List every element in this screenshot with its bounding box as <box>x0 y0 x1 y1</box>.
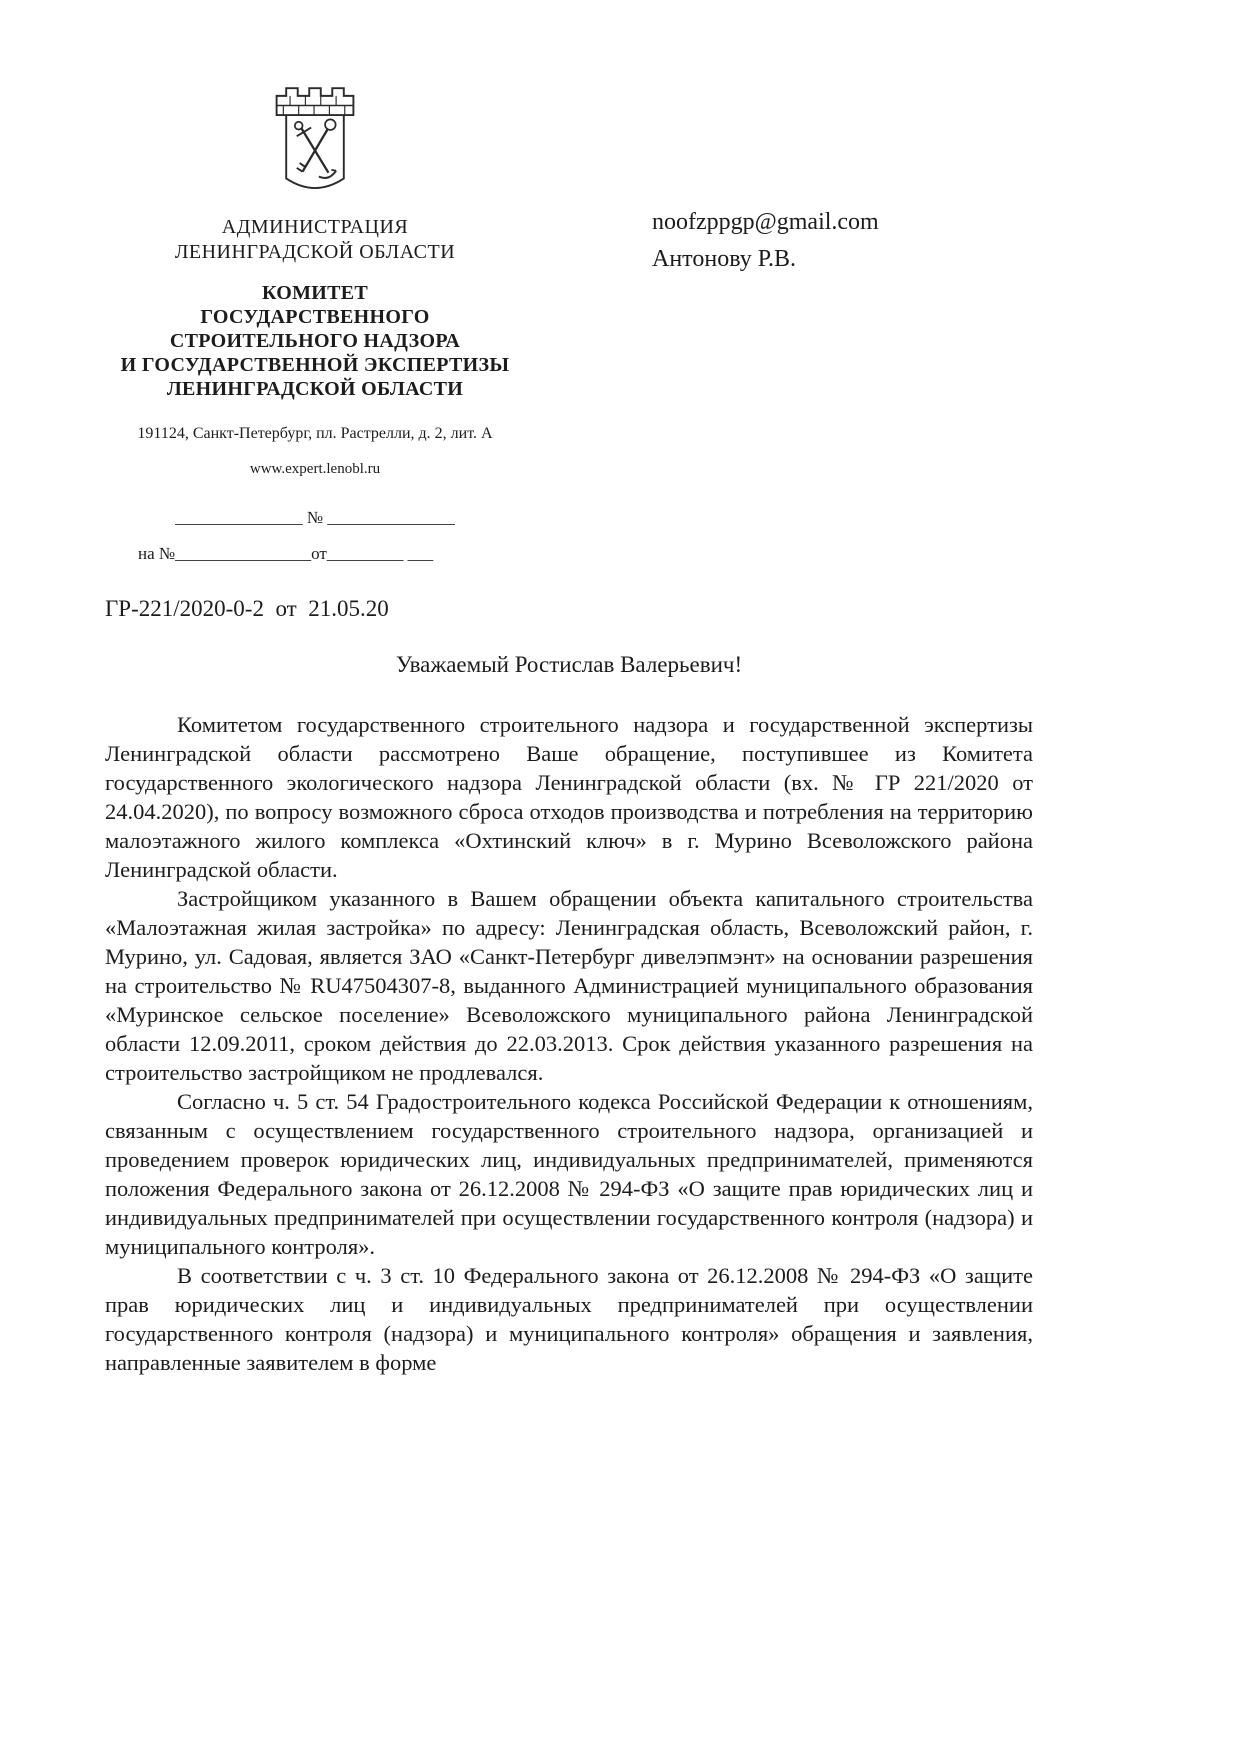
org-name-line2: ЛЕНИНГРАДСКОЙ ОБЛАСТИ <box>174 241 456 263</box>
incoming-number-line: на №________________от_________ ___ <box>138 544 434 563</box>
paragraph: Согласно ч. 5 ст. 54 Градостроительного кодекса Российской Федерации к отношениям, связанным с осуществлением государственного строительного надзора, организацией и проведением проверок юридических лиц, индивидуальных предпринимателей, применяются положения Федерального закона от 26.12.2008 № 294-ФЗ «О защите прав юридических лиц и индивидуальных предпринимателей при осуществлении государственного контроля (надзора) и муниципального контроля». <box>105 1089 1033 1259</box>
recipient-block <box>652 204 879 278</box>
coat-of-arms <box>267 80 363 207</box>
org-name-line1: АДМИНИСТРАЦИЯ <box>221 216 409 238</box>
letterhead <box>100 80 530 564</box>
committee-line: ЛЕНИНГРАДСКОЙ ОБЛАСТИ <box>166 378 464 400</box>
paragraph: Комитетом государственного строительного надзора и государственной экспертизы Ленинградской области рассмотрено Ваше обращение, поступившее из Комитета государственного экологического надзора Ленинградской области (вх. № ГР 221/2020 от 24.04.2020), по вопросу возможного сброса отходов производства и потребления на территорию малоэтажного жилого комплекса «Охтинский ключ» в г. Мурино Всеволожского района Ленинградской области. <box>105 712 1033 882</box>
salutation: Уважаемый Ростислав Валерьевич! <box>395 652 743 677</box>
postal-address: 191124, Санкт-Петербург, пл. Растрелли, д. 2, лит. А <box>137 425 493 442</box>
paragraph: Застройщиком указанного в Вашем обращении объекта капитального строительства «Малоэтажная жилая застройка» по адресу: Ленинградская область, Всеволожский район, г. Мурино, ул. Садовая, является ЗАО «Санкт-Петербург дивелэпмэнт» на основании разрешения на строительство № RU47504307-8, выданного Администрацией муниципального образования «Муринское сельское поселение» Всеволожского муниципального района Ленинградской области 12.09.2011, сроком действия до 22.03.2013. Срок действия указанного разрешения на строительство застройщиком не продлевался. <box>105 886 1033 1085</box>
outgoing-number-line: _______________ № _______________ <box>175 508 455 527</box>
letter-body <box>105 596 1033 1377</box>
committee-line: И ГОСУДАРСТВЕННОЙ ЭКСПЕРТИЗЫ <box>120 354 510 376</box>
document-number: ГР-221/2020-0-2 от 21.05.20 <box>105 596 389 621</box>
committee-line: СТРОИТЕЛЬНОГО НАДЗОРА <box>169 330 461 352</box>
committee-name <box>100 281 530 401</box>
website: www.expert.lenobl.ru <box>249 461 381 477</box>
recipient-email: noofzppgp@gmail.com <box>652 209 879 235</box>
letter-text <box>105 710 1033 1377</box>
recipient-name: Антонову Р.В. <box>652 246 797 272</box>
paragraph: В соответствии с ч. 3 ст. 10 Федерального закона от 26.12.2008 № 294-ФЗ «О защите прав юридических лиц и индивидуальных предпринимателей при осуществлении государственного контроля (надзора) и муниципального контроля» обращения и заявления, направленные заявителем в форме <box>105 1263 1033 1375</box>
committee-line: КОМИТЕТ <box>261 282 369 304</box>
committee-line: ГОСУДАРСТВЕННОГО <box>200 306 430 328</box>
